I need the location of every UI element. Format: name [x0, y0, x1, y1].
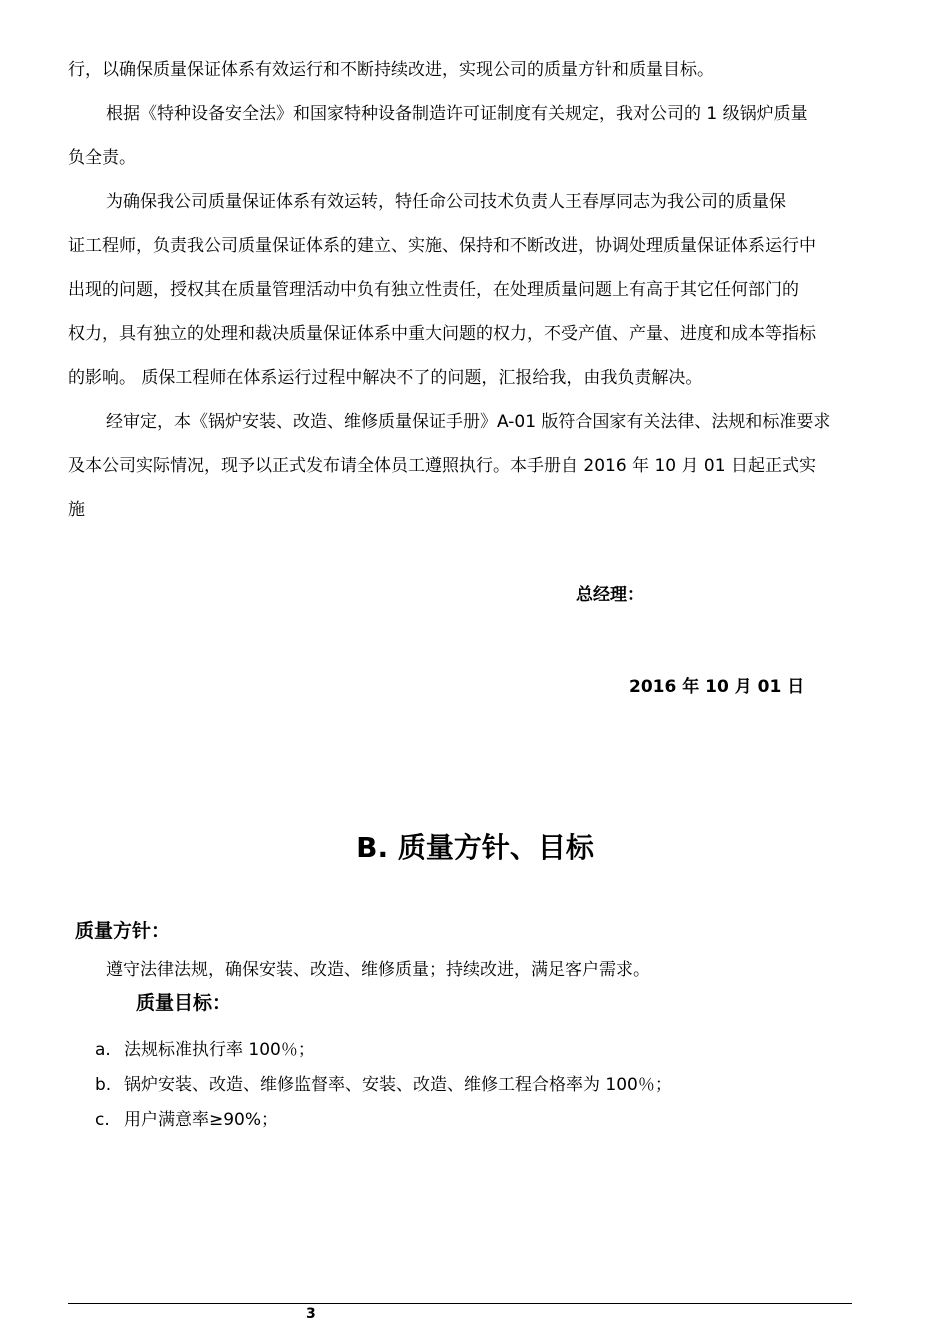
paragraph-line: 及本公司实际情况，现予以正式发布请全体员工遵照执行。本手册自 2016 年 10 月 01 日起正式实 — [68, 456, 816, 476]
goal-text: 锅炉安装、改造、维修监督率、安装、改造、维修工程合格率为 100％； — [124, 1075, 672, 1095]
goal-marker: c. — [95, 1110, 110, 1130]
quality-policy-label: 质量方针： — [75, 920, 171, 942]
section-heading: B. 质量方针、目标 — [356, 831, 594, 864]
paragraph-line: 为确保我公司质量保证体系有效运转，特任命公司技术负责人王春厚同志为我公司的质量保 — [106, 192, 786, 212]
goal-text: 用户满意率≥90%； — [124, 1110, 279, 1130]
paragraph-line: 的影响。 质保工程师在体系运行过程中解决不了的问题，汇报给我，由我负责解决。 — [68, 368, 703, 388]
footer-rule — [68, 1303, 852, 1304]
goal-marker: a. — [95, 1040, 111, 1060]
signature-date: 2016 年 10 月 01 日 — [629, 677, 805, 697]
quality-goals-label: 质量目标： — [136, 992, 232, 1014]
signature-title: 总经理： — [576, 585, 644, 605]
paragraph-approval — [68, 400, 880, 532]
goal-item — [95, 1105, 278, 1130]
paragraph-line: 经审定，本《锅炉安装、改造、维修质量保证手册》A-01 版符合国家有关法律、法规和标准要求 — [106, 412, 831, 432]
paragraph-continuation — [68, 48, 880, 92]
paragraph-line: 根据《特种设备安全法》和国家特种设备制造许可证制度有关规定，我对公司的 1 级锅炉质量 — [106, 104, 808, 124]
quality-policy-text: 遵守法律法规，确保安装、改造、维修质量；持续改进，满足客户需求。 — [106, 960, 650, 980]
goal-marker: b. — [95, 1075, 112, 1095]
goal-item — [95, 1070, 672, 1095]
paragraph-line: 行，以确保质量保证体系有效运行和不断持续改进，实现公司的质量方针和质量目标。 — [68, 60, 714, 80]
paragraph-line: 负全责。 — [68, 148, 136, 168]
page-number: 3 — [306, 1306, 316, 1322]
paragraph-line: 证工程师，负责我公司质量保证体系的建立、实施、保持和不断改进，协调处理质量保证体系运行中 — [68, 236, 816, 256]
goal-text: 法规标准执行率 100％； — [124, 1040, 315, 1060]
paragraph-line: 出现的问题，授权其在质量管理活动中负有独立性责任，在处理质量问题上有高于其它任何部门的 — [68, 280, 799, 300]
paragraph-line: 权力，具有独立的处理和裁决质量保证体系中重大问题的权力，不受产值、产量、进度和成本等指标 — [68, 324, 816, 344]
paragraph-appointment — [68, 180, 880, 400]
paragraph-line: 施 — [68, 500, 85, 520]
paragraph-responsibility — [68, 92, 880, 180]
goal-item — [95, 1035, 315, 1060]
